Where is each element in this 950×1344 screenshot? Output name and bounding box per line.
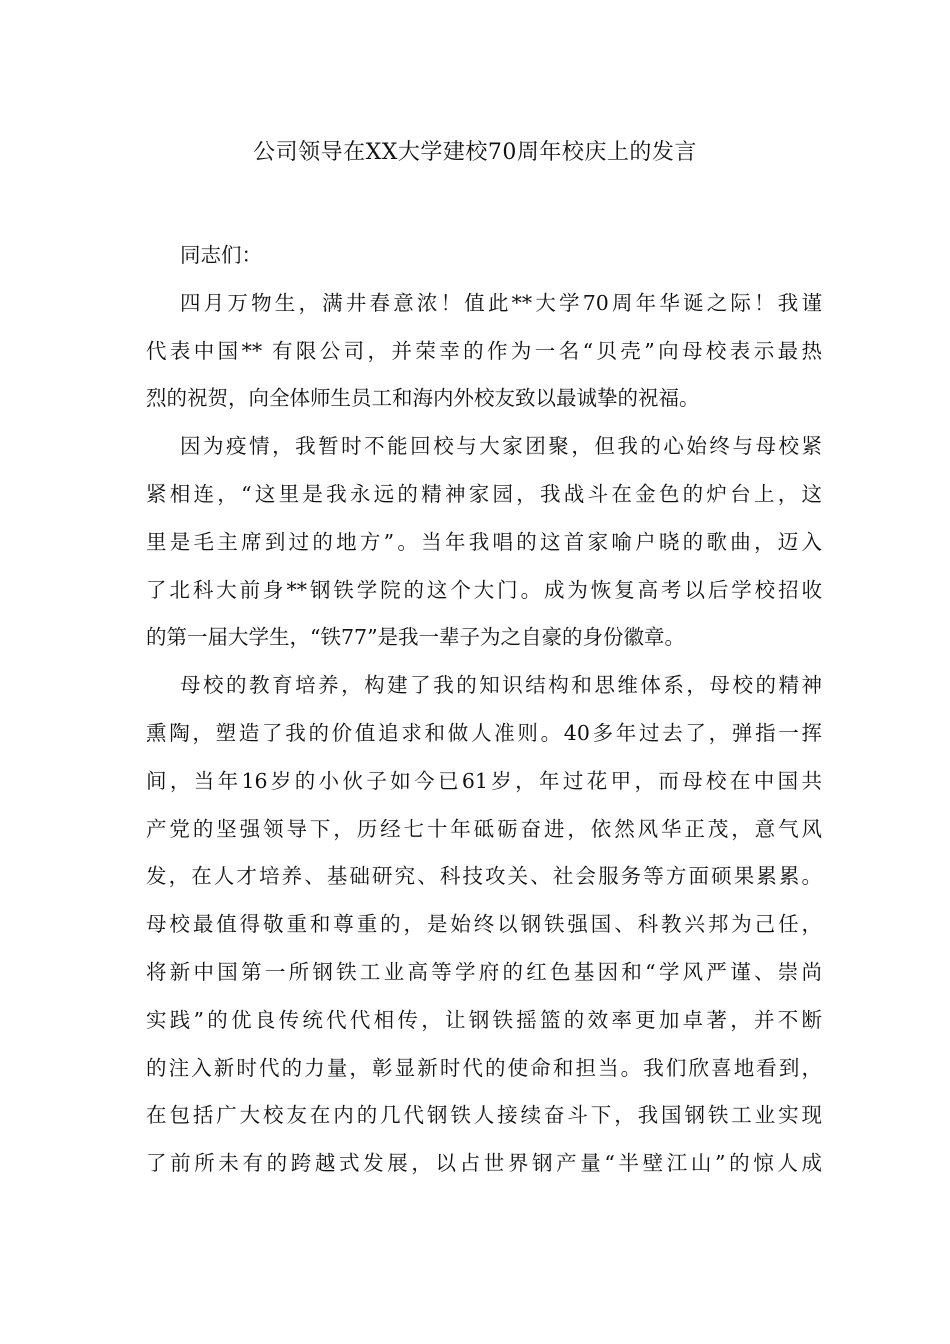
paragraph-line: 将新中国第一所钢铁工业高等学府的红色基因和“学风严谨、崇尚 [146,959,822,984]
paragraph-line: 母校的教育培养，构建了我的知识结构和思维体系，母校的精神 [180,673,822,698]
paragraph-line: 在包括广大校友在内的几代钢铁人接续奋斗下，我国钢铁工业实现 [146,1103,822,1128]
paragraph-line: 了前所未有的跨越式发展，以占世界钢产量“半壁江山”的惊人成 [146,1151,822,1176]
paragraph-line: 烈的祝贺，向全体师生员工和海内外校友致以最诚挚的祝福。 [146,386,700,411]
paragraph-line: 了北科大前身**钢铁学院的这个大门。成为恢复高考以后学校招收 [146,577,822,602]
paragraph-line: 的第一届大学生，“铁77”是我一辈子为之自豪的身份徽章。 [146,625,686,650]
paragraph-line: 代表中国** 有限公司，并荣幸的作为一名“贝壳”向母校表示最热 [146,338,822,363]
paragraph-line: 产党的坚强领导下，历经七十年砥砺奋进，依然风华正茂，意气风 [146,816,822,841]
paragraph-line: 母校最值得敬重和尊重的，是始终以钢铁强国、科教兴邦为己任， [146,912,822,937]
paragraph-line: 熏陶，塑造了我的价值追求和做人准则。40多年过去了，弹指一挥 [146,720,822,745]
paragraph-line: 间，当年16岁的小伙子如今已61岁，年过花甲，而母校在中国共 [146,768,822,793]
paragraph-line: 因为疫情，我暂时不能回校与大家团聚，但我的心始终与母校紧 [180,434,822,459]
document-body [146,232,822,1188]
document-title: 公司领导在XX大学建校70周年校庆上的发言 [253,140,697,165]
paragraph-line: 四月万物生，满井春意浓！值此**大学70周年华诞之际！我谨 [180,290,822,315]
paragraph-line: 同志们： [180,243,262,267]
paragraph-line: 实践”的优良传统代代相传，让钢铁摇篮的效率更加卓著，并不断 [146,1007,822,1032]
paragraph-line: 发，在人才培养、基础研究、科技攻关、社会服务等方面硕果累累。 [146,864,822,889]
paragraph-line: 紧相连，“这里是我永远的精神家园，我战斗在金色的炉台上，这 [146,481,822,506]
paragraph-line: 里是毛主席到过的地方”。当年我唱的这首家喻户晓的歌曲，迈入 [146,529,822,554]
paragraph-line: 的注入新时代的力量，彰显新时代的使命和担当。我们欣喜地看到， [146,1055,822,1080]
